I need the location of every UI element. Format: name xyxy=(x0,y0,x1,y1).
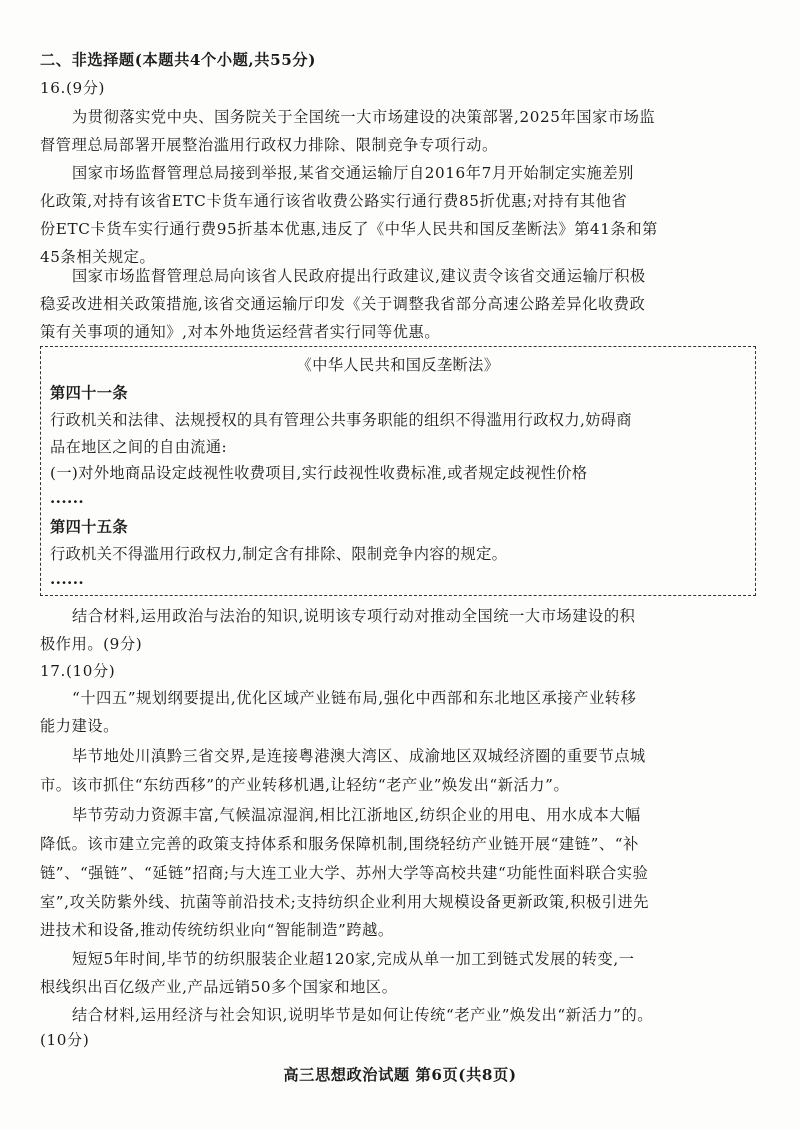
q16-question-line: 极作用。(9分) xyxy=(40,635,143,653)
q16-p1-line: 为贯彻落实党中央、国务院关于全国统一大市场建设的决策部署,2025年国家市场监 xyxy=(72,108,656,126)
article-41-line: (一)对外地商品设定歧视性收费项目,实行歧视性收费标准,或者规定歧视性价格 xyxy=(50,464,588,482)
q16-p3-line: 国家市场监督管理总局向该省人民政府提出行政建议,建议责令该省交通运输厅积极 xyxy=(72,267,646,285)
article-41-line: 品在地区之间的自由流通: xyxy=(50,438,227,456)
q16-number: 16.(9分) xyxy=(40,79,106,97)
q17-p1-line: 能力建设。 xyxy=(40,717,119,735)
q16-p3-line: 策有关事项的通知》,对本外地货运经营者实行同等优惠。 xyxy=(40,323,441,341)
article-45-heading: 第四十五条 xyxy=(50,518,128,536)
q17-p2-line: 市。该市抓住“东纺西移”的产业转移机遇,让轻纺“老产业”焕发出“新活力”。 xyxy=(40,776,570,794)
q16-p2-line: 化政策,对持有该省ETC卡货车通行该省收费公路实行通行费85折优惠;对持有其他省 xyxy=(40,192,628,210)
article-45-line: 行政机关不得滥用行政权力,制定含有排除、限制竞争内容的规定。 xyxy=(50,545,508,563)
q17-p3-line: 室”,攻关防紫外线、抗菌等前沿技术;支持纺织企业利用大规模设备更新政策,积极引进先 xyxy=(40,893,650,911)
q16-p3-line: 稳妥改进相关政策措施,该省交通运输厅印发《关于调整我省部分高速公路差异化收费政 xyxy=(40,295,646,313)
q16-p2-line: 份ETC卡货车实行通行费95折基本优惠,违反了《中华人民共和国反垄断法》第41条和第 xyxy=(40,220,658,238)
q17-number: 17.(10分) xyxy=(40,662,116,680)
q16-p2-line: 45条相关规定。 xyxy=(40,248,156,266)
q17-p4-line: 根线织出百亿级产业,产品远销50多个国家和地区。 xyxy=(40,978,398,996)
article-41-line: 行政机关和法律、法规授权的具有管理公共事务职能的组织不得滥用行政权力,妨碍商 xyxy=(50,411,632,429)
q16-p1-line: 督管理总局部署开展整治滥用行政权力排除、限制竞争专项行动。 xyxy=(40,136,498,154)
q17-p3-line: 毕节劳动力资源丰富,气候温凉湿润,相比江浙地区,纺织企业的用电、用水成本大幅 xyxy=(72,806,641,824)
q17-p4-line: 短短5年时间,毕节的纺织服装企业超120家,完成从单一加工到链式发展的转变,一 xyxy=(72,950,635,968)
section-heading: 二、非选择题(本题共4个小题,共55分) xyxy=(40,51,316,69)
q17-p3-line: 进技术和设备,推动传统纺织业向“智能制造”跨越。 xyxy=(40,921,394,939)
q17-question-line: (10分) xyxy=(40,1031,90,1049)
q17-p3-line: 降低。该市建立完善的政策支持体系和服务保障机制,围绕轻纺产业链开展“建链”、“补 xyxy=(40,835,639,853)
q16-question-line: 结合材料,运用政治与法治的知识,说明该专项行动对推动全国统一大市场建设的积 xyxy=(72,607,636,625)
page-footer: 高三思想政治试题 第6页(共8页) xyxy=(283,1066,517,1084)
q17-question-line: 结合材料,运用经济与社会知识,说明毕节是如何让传统“老产业”焕发出“新活力”的。 xyxy=(72,1006,654,1024)
ellipsis: ...... xyxy=(50,489,85,507)
law-title: 《中华人民共和国反垄断法》 xyxy=(296,356,500,374)
q17-p2-line: 毕节地处川滇黔三省交界,是连接粤港澳大湾区、成渝地区双城经济圈的重要节点城 xyxy=(72,747,646,765)
q16-p2-line: 国家市场监督管理总局接到举报,某省交通运输厅自2016年7月开始制定实施差别 xyxy=(72,164,634,182)
ellipsis: ...... xyxy=(50,570,85,588)
q17-p1-line: “十四五”规划纲要提出,优化区域产业链布局,强化中西部和东北地区承接产业转移 xyxy=(72,689,637,707)
article-41-heading: 第四十一条 xyxy=(50,384,128,402)
q17-p3-line: 链”、“强链”、“延链”招商;与大连工业大学、苏州大学等高校共建“功能性面料联合实验 xyxy=(40,864,649,882)
